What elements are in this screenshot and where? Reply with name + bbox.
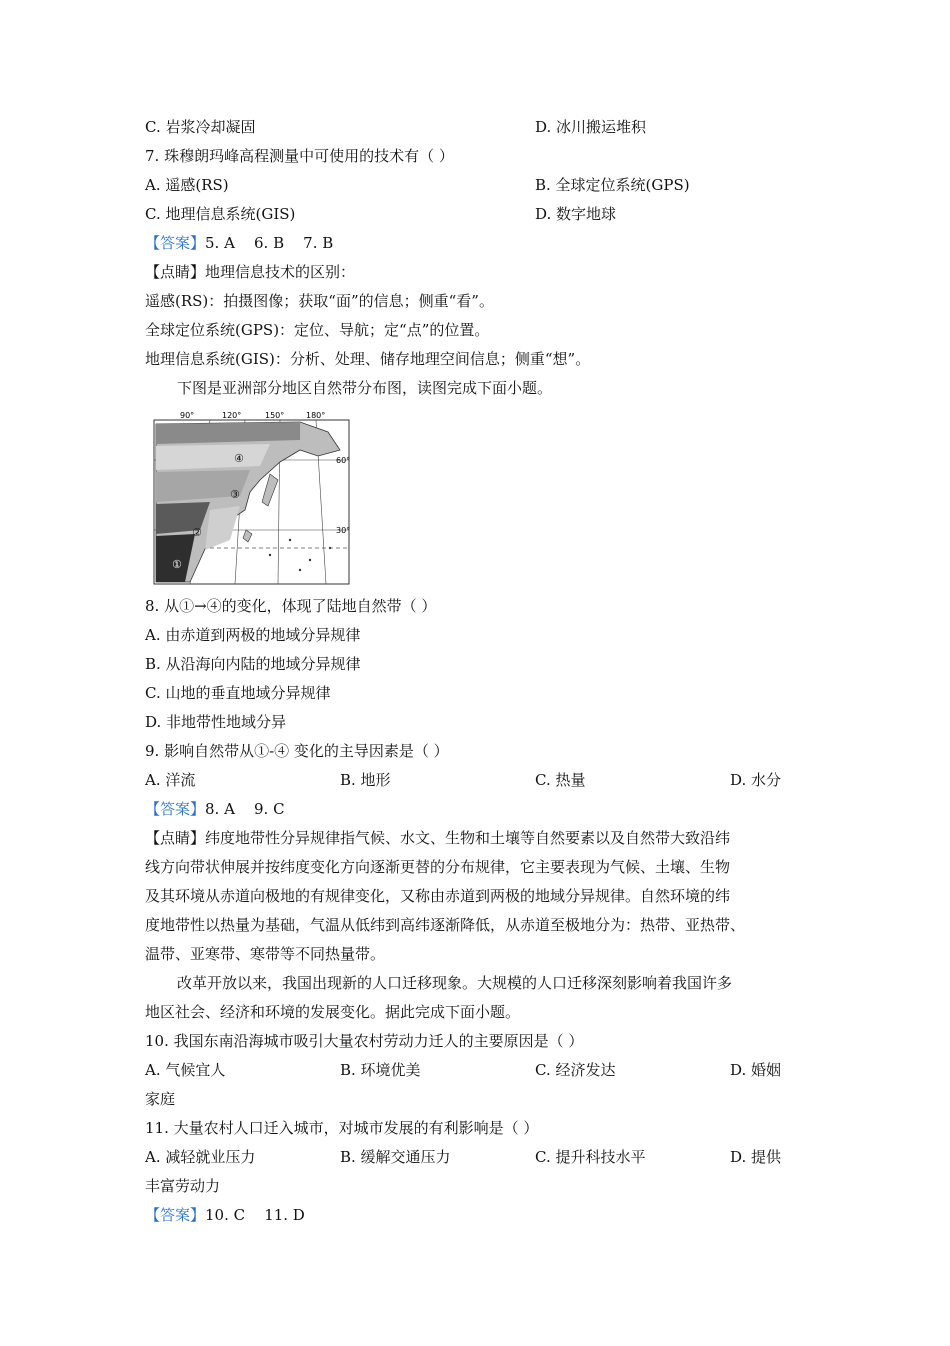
q11-option-c: C. 提升科技水平 [535, 1148, 646, 1166]
q10-option-b: B. 环境优美 [340, 1061, 421, 1079]
q11-stem: 11. 大量农村人口迁入城市，对城市发展的有利影响是（ ） [145, 1119, 539, 1137]
zone-mark-2: ② [192, 526, 202, 539]
lon-label-120: 120° [222, 411, 242, 420]
answer-line-1 [145, 233, 333, 253]
q10-option-a: A. 气候宜人 [145, 1061, 226, 1079]
q9-option-d: D. 水分 [730, 771, 782, 789]
answer-text: 10. C 11. D [205, 1206, 305, 1224]
migration-intro-2: 地区社会、经济和环境的发展变化。据此完成下面小题。 [145, 1003, 521, 1021]
q6-option-c: C. 岩浆冷却凝固 [145, 118, 256, 136]
lon-label-90: 90° [180, 411, 195, 420]
q7-option-a: A. 遥感(RS) [145, 176, 229, 194]
answer-text: 8. A 9. C [205, 800, 285, 818]
q8-option-c: C. 山地的垂直地域分异规律 [145, 684, 331, 702]
tip-gis: 地理信息系统(GIS)：分析、处理、储存地理空间信息；侧重“想”。 [145, 350, 591, 368]
q11-option-d: D. 提供 [730, 1148, 782, 1166]
tip2-line-4: 度地带性以热量为基础，气温从低纬到高纬逐渐降低，从赤道至极地分为：热带、亚热带、 [145, 916, 746, 934]
q11-option-d-cont: 丰富劳动力 [145, 1177, 221, 1195]
q7-option-c: C. 地理信息系统(GIS) [145, 205, 296, 223]
tip-tag: 【点睛】 [145, 263, 206, 281]
answer-text: 5. A 6. B 7. B [205, 234, 334, 252]
answer-line-3 [145, 1205, 305, 1225]
tip2-line-5: 温带、亚寒带、寒带等不同热量带。 [145, 945, 386, 963]
tip2-line-3: 及其环境从赤道向极地的有规律变化，又称由赤道到两极的地域分异规律。自然环境的纬 [145, 887, 731, 905]
tip2-line-1 [145, 828, 730, 848]
q9-stem: 9. 影响自然带从①-④ 变化的主导因素是（ ） [145, 742, 449, 760]
q10-stem: 10. 我国东南沿海城市吸引大量农村劳动力迁人的主要原因是（ ） [145, 1032, 584, 1050]
q7-option-d: D. 数字地球 [535, 205, 617, 223]
lat-label-60: 60° [336, 456, 351, 465]
lon-label-150: 150° [265, 411, 285, 420]
tip-rs: 遥感(RS)：拍摄图像；获取“面”的信息；侧重“看”。 [145, 292, 494, 310]
answer-line-2 [145, 799, 285, 819]
zone-mark-3: ③ [230, 488, 240, 501]
q8-option-a: A. 由赤道到两极的地域分异规律 [145, 626, 361, 644]
q8-stem: 8. 从①→④的变化，体现了陆地自然带（ ） [145, 597, 437, 615]
q8-option-d: D. 非地带性地域分异 [145, 713, 287, 731]
q10-option-d: D. 婚姻 [730, 1061, 782, 1079]
tip-gps: 全球定位系统(GPS)：定位、导航；定“点”的位置。 [145, 321, 490, 339]
q6-option-d: D. 冰川搬运堆积 [535, 118, 647, 136]
q10-option-c: C. 经济发达 [535, 1061, 616, 1079]
q9-option-c: C. 热量 [535, 771, 586, 789]
q11-option-a: A. 减轻就业压力 [145, 1148, 256, 1166]
lat-label-30: 30° [336, 526, 351, 535]
answer-tag: 【答案】 [145, 234, 206, 252]
tip-tag: 【点睛】 [145, 829, 206, 847]
q9-option-a: A. 洋流 [145, 771, 196, 789]
tip2-line-2: 线方向带状伸展并按纬度变化方向逐渐更替的分布规律，它主要表现为气候、土壤、生物 [145, 858, 731, 876]
zone-mark-1: ① [172, 558, 182, 571]
tip-line-1 [145, 262, 355, 282]
q9-option-b: B. 地形 [340, 771, 391, 789]
tip-heading: 地理信息技术的区别： [205, 263, 356, 281]
migration-intro-1: 改革开放以来，我国出现新的人口迁移现象。大规模的人口迁移深刻影响着我国许多 [177, 974, 733, 992]
q10-option-d-cont: 家庭 [145, 1090, 176, 1108]
zone-mark-4: ④ [234, 452, 244, 465]
lon-label-180: 180° [306, 411, 326, 420]
q7-stem: 7. 珠穆朗玛峰高程测量中可使用的技术有（ ） [145, 147, 454, 165]
map-intro: 下图是亚洲部分地区自然带分布图，读图完成下面小题。 [177, 379, 553, 397]
asia-natural-zone-map [150, 410, 355, 588]
answer-tag: 【答案】 [145, 1206, 206, 1224]
q7-option-b: B. 全球定位系统(GPS) [535, 176, 690, 194]
answer-tag: 【答案】 [145, 800, 206, 818]
tip-text: 纬度地带性分异规律指气候、水文、生物和土壤等自然要素以及自然带大致沿纬 [205, 829, 731, 847]
q8-option-b: B. 从沿海向内陆的地域分异规律 [145, 655, 361, 673]
q11-option-b: B. 缓解交通压力 [340, 1148, 451, 1166]
